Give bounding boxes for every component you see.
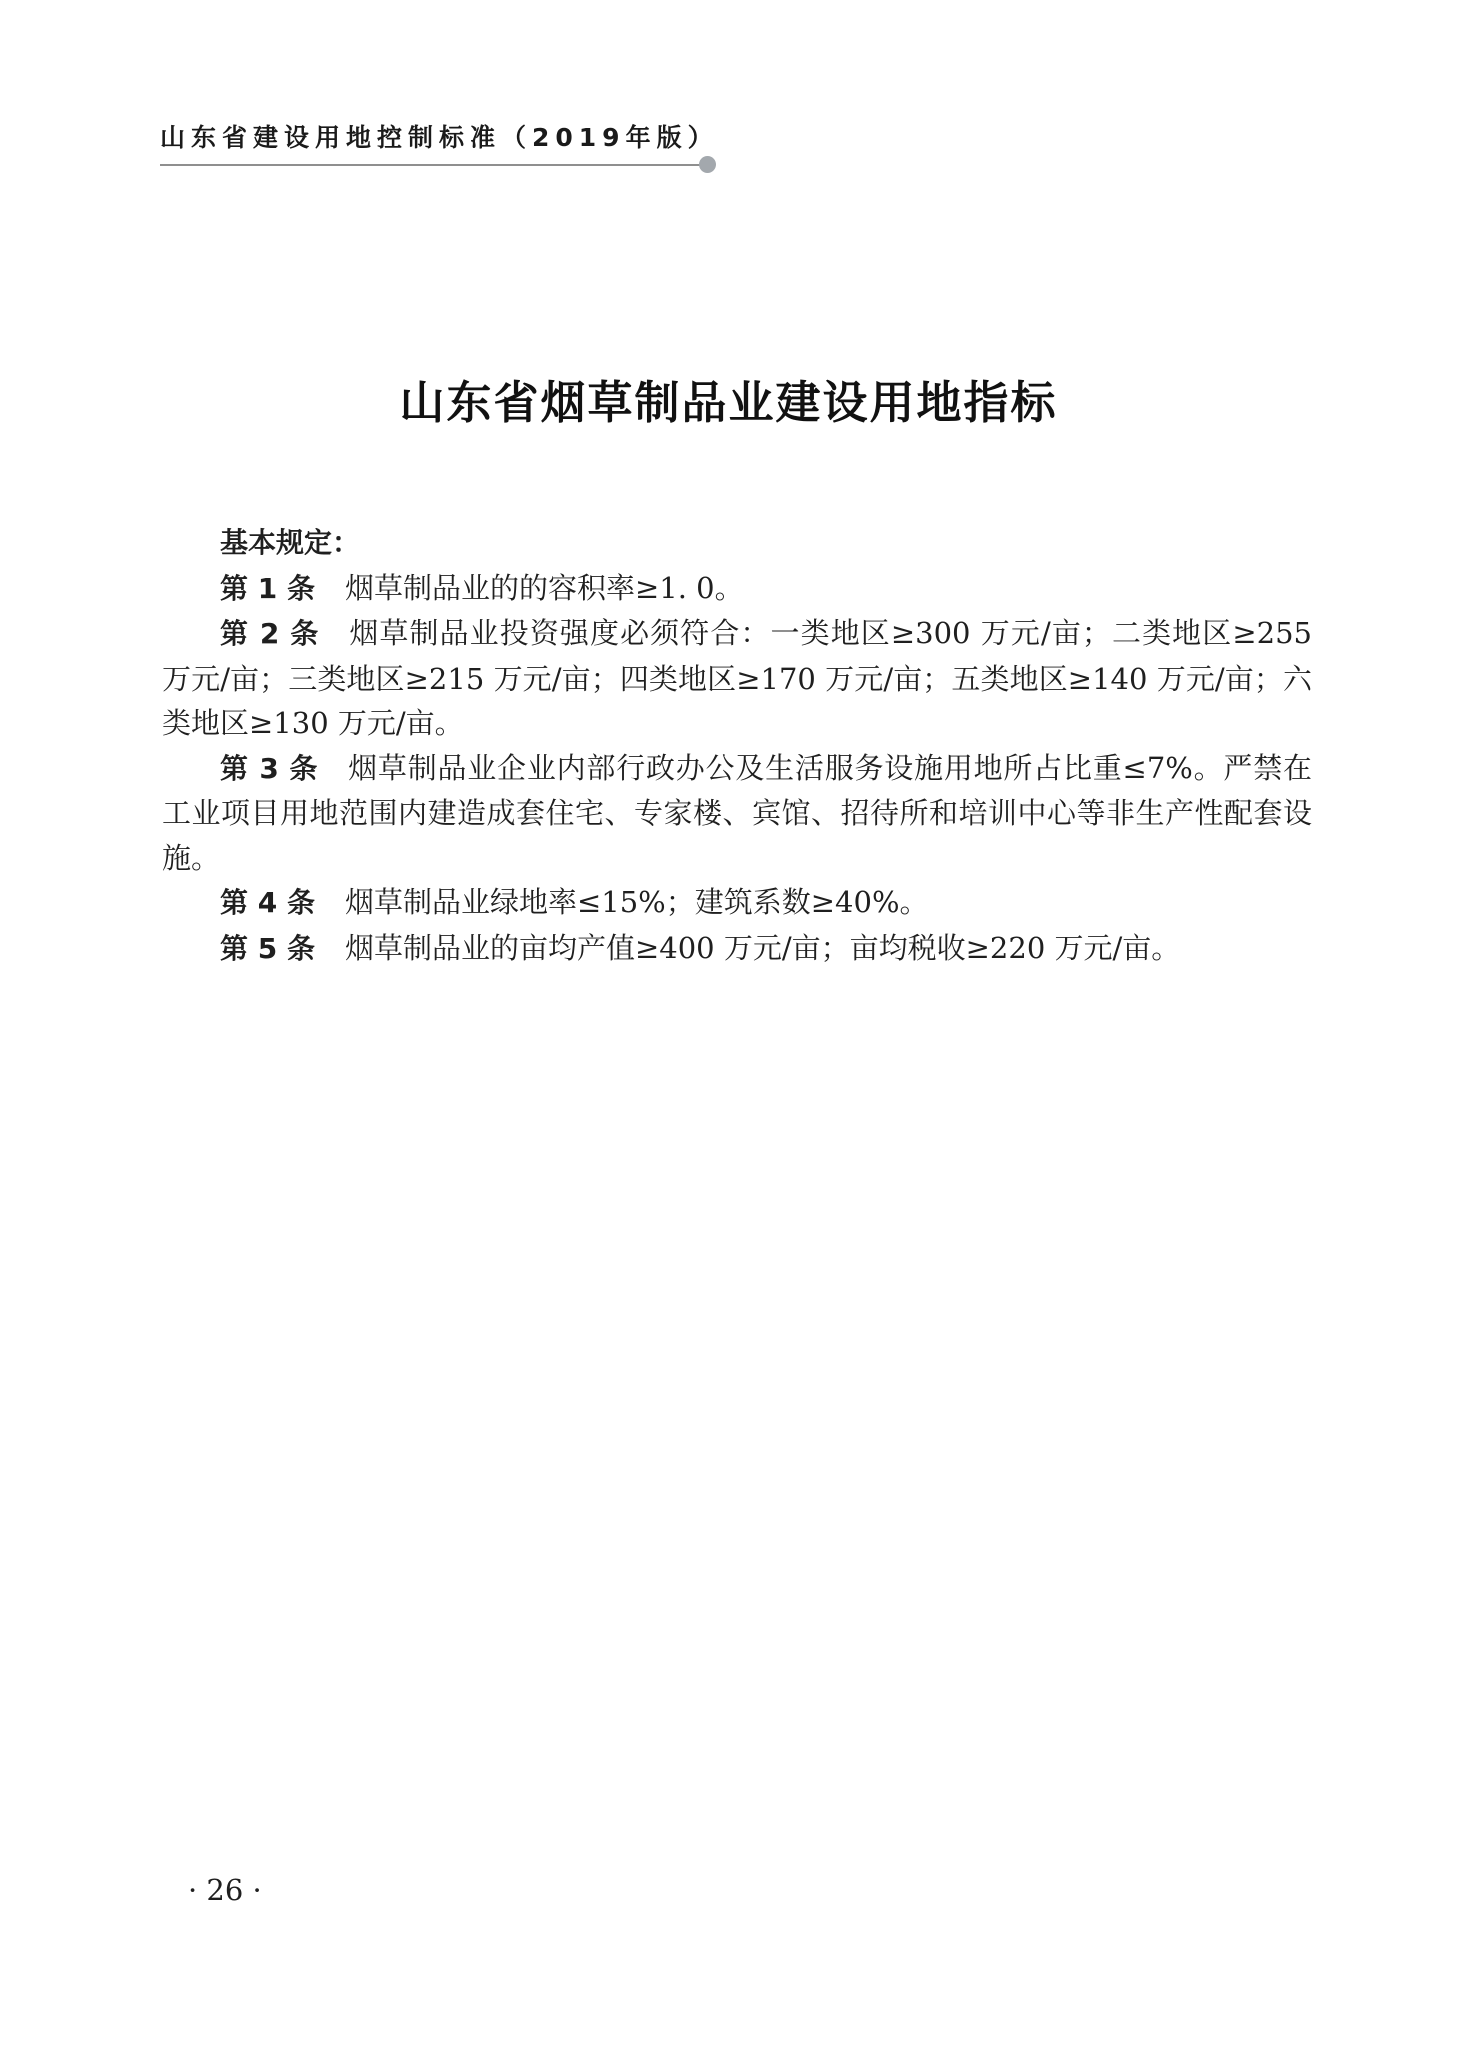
- document-body: [162, 520, 1312, 971]
- header-dot: [699, 156, 716, 173]
- page-number: · 26 ·: [188, 1873, 262, 1907]
- article-4-label: 第 4 条: [220, 886, 315, 919]
- article-1: [162, 566, 1312, 612]
- basic-rules-heading: [162, 520, 1312, 566]
- document-title: 山东省烟草制品业建设用地指标: [399, 376, 1058, 430]
- article-5-text: 烟草制品业的亩均产值≥400 万元/亩；亩均税收≥220 万元/亩。: [344, 930, 1181, 965]
- article-3-text: 烟草制品业企业内部行政办公及生活服务设施用地所占比重≤7%。严禁在工业项目用地范围内建造成套住宅、专家楼、宾馆、招待所和培训中心等非生产性配套设施。: [162, 750, 1312, 875]
- article-3: [162, 746, 1312, 881]
- article-5-label: 第 5 条: [220, 931, 315, 965]
- article-1-text: 烟草制品业的的容积率≥1. 0。: [344, 570, 744, 605]
- article-3-label: 第 3 条: [220, 751, 319, 785]
- article-4: [162, 880, 1312, 926]
- article-1-label: 第 1 条: [220, 571, 315, 605]
- article-2: [162, 611, 1312, 746]
- running-header-title: 山东省建设用地控制标准（2019年版）: [160, 123, 719, 152]
- article-5: [162, 926, 1312, 972]
- article-4-text: 烟草制品业绿地率≤15%；建筑系数≥40%。: [344, 885, 929, 919]
- article-2-label: 第 2 条: [220, 617, 320, 650]
- basic-rules-heading-text: 基本规定：: [220, 526, 361, 559]
- header-rule: [160, 164, 705, 166]
- article-2-text: 烟草制品业投资强度必须符合：一类地区≥300 万元/亩；二类地区≥255 万元/亩；三类地区≥215 万元/亩；四类地区≥170 万元/亩；五类地区≥140 万元/亩；六类地区≥130 万元/亩。: [162, 616, 1312, 740]
